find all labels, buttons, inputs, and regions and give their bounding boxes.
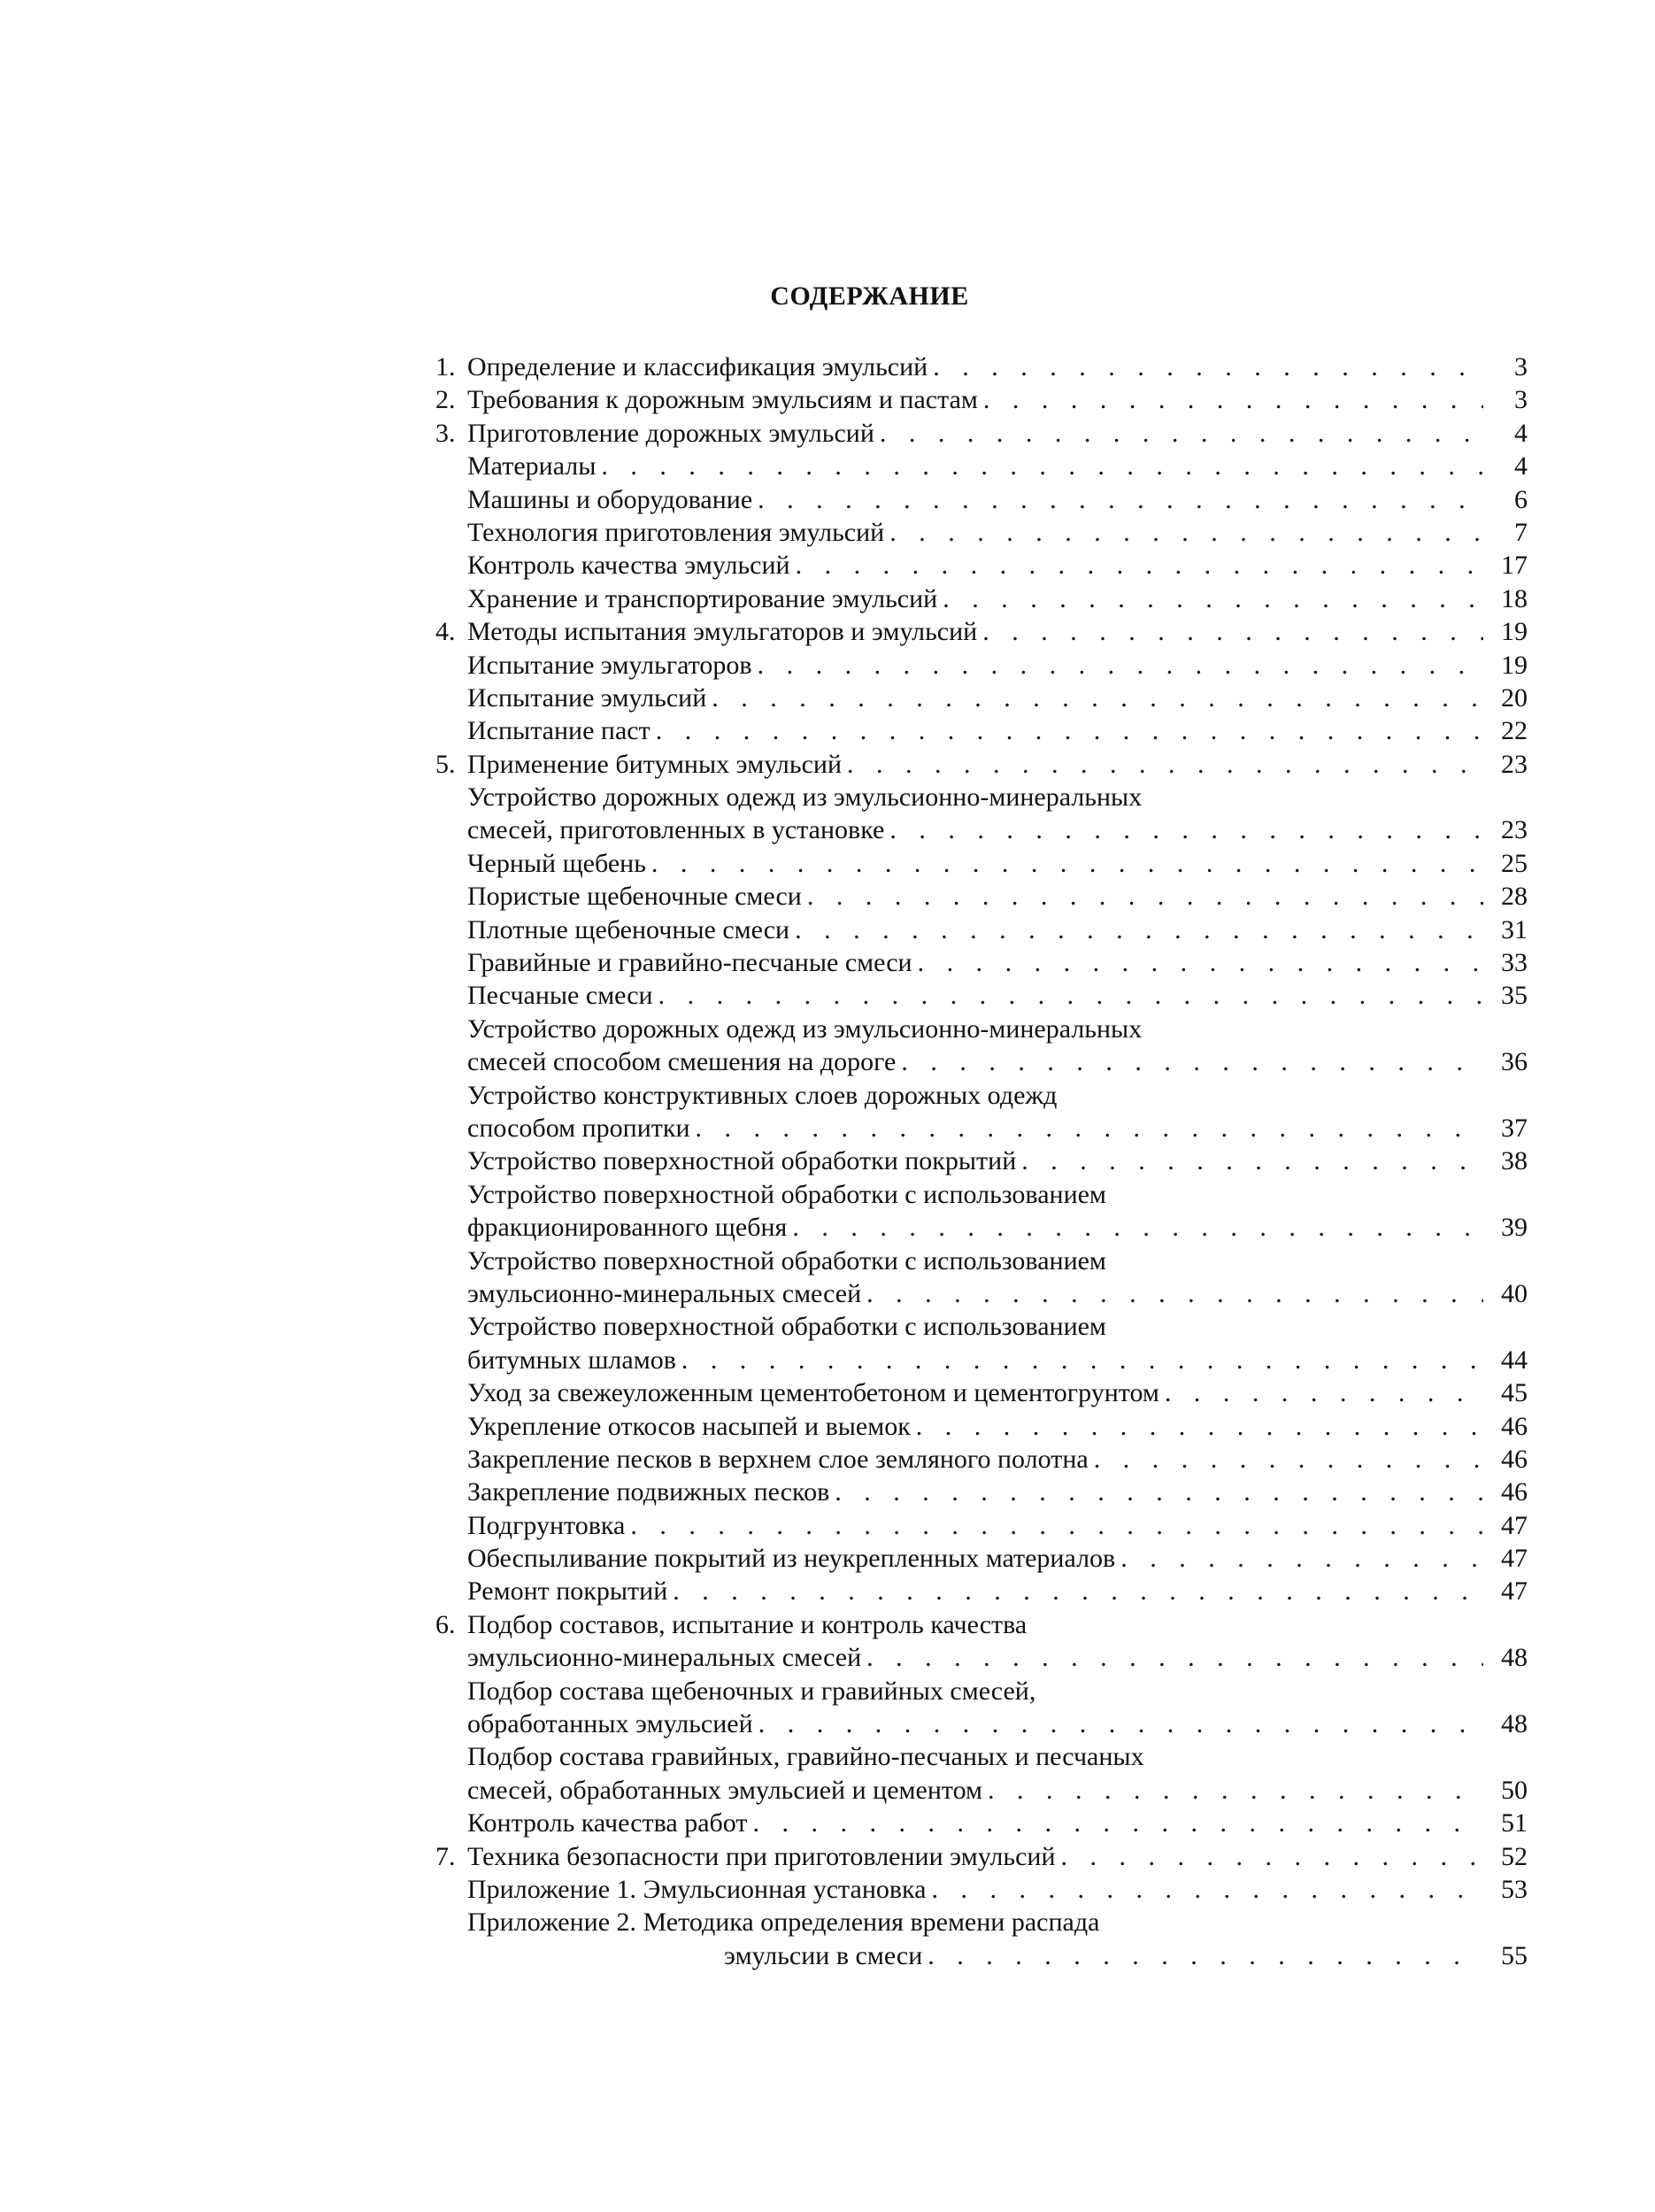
toc-entry-title: Машины и оборудование [467, 484, 753, 514]
toc-entry [435, 781, 1528, 813]
toc-entry-title: смесей, приготовленных в установке [467, 815, 885, 845]
toc-entry [435, 946, 1528, 979]
toc-entry-page: 3 [1514, 352, 1528, 382]
toc-leader-dots [651, 847, 1483, 880]
toc-entry-title: смесей способом смешения на дороге [467, 1047, 897, 1077]
toc-entry [435, 847, 1528, 880]
toc-entry [435, 1443, 1528, 1476]
toc-leader-dots [696, 1112, 1483, 1145]
toc-entry-title: Требования к дорожным эмульсиям и пастам [467, 385, 978, 415]
toc-entry-page: 3 [1514, 385, 1528, 415]
toc-entry-page: 22 [1501, 716, 1528, 746]
toc-entry-title: Определение и классификация эмульсий [467, 352, 928, 382]
toc-leader-dots [983, 383, 1483, 416]
toc-entry-page: 23 [1501, 749, 1528, 779]
toc-entry-title: Подбор составов, испытание и контроль качества [467, 1609, 1028, 1639]
toc-entry-page: 20 [1501, 682, 1528, 713]
toc-entry-page: 19 [1501, 617, 1528, 647]
toc-entry-title: Устройство конструктивных слоев дорожных одежд [467, 1080, 1058, 1110]
toc-entry-page: 6 [1514, 484, 1528, 514]
toc-entry [435, 1045, 1528, 1078]
toc-leader-dots [866, 1277, 1483, 1310]
toc-entry-title: Плотные щебеночные смеси [467, 914, 790, 944]
toc-leader-dots [658, 979, 1483, 1012]
toc-entry [435, 1013, 1528, 1045]
toc-leader-dots [758, 483, 1483, 516]
toc-leader-dots [932, 1873, 1484, 1906]
toc-entry-page: 48 [1501, 1709, 1528, 1739]
toc-entry-title: Подбор состава гравийных, гравийно-песчаных и песчаных [467, 1742, 1144, 1772]
toc-entry-page: 7 [1514, 517, 1528, 547]
toc-entry-page: 52 [1501, 1841, 1528, 1871]
toc-leader-dots [656, 714, 1483, 747]
toc-entry-page: 40 [1501, 1278, 1528, 1308]
toc-entry [435, 979, 1528, 1012]
toc-entry [435, 1410, 1528, 1443]
toc-entry-title: Приложение 1. Эмульсионная установка [467, 1874, 927, 1904]
toc-leader-dots [758, 649, 1483, 682]
toc-leader-dots [795, 913, 1483, 946]
toc-entry-title: Черный щебень [467, 848, 646, 878]
toc-entry [435, 582, 1528, 615]
toc-entry [435, 913, 1528, 946]
toc-entry-page: 18 [1501, 583, 1528, 613]
toc-entry-title: Испытание эмульгаторов [467, 650, 752, 680]
toc-entry-page: 47 [1501, 1544, 1528, 1574]
toc-entry-title: способом пропитки [467, 1113, 690, 1143]
toc-entry [435, 748, 1528, 781]
toc-leader-dots [681, 1344, 1483, 1376]
toc-leader-dots [943, 582, 1483, 615]
toc-entry [435, 1807, 1528, 1839]
toc-entry-title: эмульсионно-минеральных смесей [467, 1643, 862, 1673]
toc-entry-title: Уход за свежеуложенным цементобетоном и цементогрунтом [467, 1378, 1159, 1408]
toc-entry-title: Устройство поверхностной обработки с использованием [467, 1312, 1106, 1342]
toc-entry-number: 6. [435, 1609, 456, 1639]
toc-leader-dots [889, 813, 1483, 846]
toc-entry-number: 2. [435, 385, 456, 415]
toc-entry [435, 880, 1528, 913]
toc-entry-title: Укрепление откосов насыпей и выемок [467, 1411, 911, 1441]
toc-entry [435, 1707, 1528, 1740]
toc-entry-number: 5. [435, 749, 456, 779]
toc-entry [435, 682, 1528, 714]
toc-leader-dots [673, 1575, 1483, 1607]
toc-entry-title: битумных шламов [467, 1345, 676, 1375]
toc-leader-dots [601, 450, 1483, 482]
toc-entry [435, 1641, 1528, 1674]
toc-leader-dots [1120, 1542, 1483, 1575]
toc-entry [435, 1211, 1528, 1244]
toc-entry-page: 35 [1501, 981, 1528, 1011]
page-title: СОДЕРЖАНИЕ [770, 281, 969, 311]
toc-entry-number: 4. [435, 617, 456, 647]
toc-entry [435, 649, 1528, 682]
toc-entry-title: эмульсионно-минеральных смесей [467, 1278, 862, 1308]
toc-entry-page: 46 [1501, 1477, 1528, 1507]
toc-entry-title: Контроль качества эмульсий [467, 551, 790, 581]
toc-leader-dots [835, 1476, 1483, 1508]
toc-entry-title: Испытание эмульсий [467, 682, 707, 713]
toc-entry-title: Устройство дорожных одежд из эмульсионно-минеральных [467, 782, 1143, 813]
toc-entry-page: 25 [1501, 848, 1528, 878]
toc-entry [435, 813, 1528, 846]
toc-leader-dots [807, 880, 1483, 913]
toc-leader-dots [928, 1939, 1483, 1972]
toc-entry-title: Хранение и транспортирование эмульсий [467, 583, 938, 613]
toc-leader-dots [712, 682, 1483, 714]
toc-leader-dots [918, 946, 1483, 979]
toc-leader-dots [847, 748, 1483, 781]
toc-entry [435, 450, 1528, 482]
toc-entry-page: 31 [1501, 914, 1528, 944]
toc-entry-title: Подбор состава щебеночных и гравийных смесей, [467, 1676, 1036, 1706]
toc-entry [435, 1310, 1528, 1343]
toc-leader-dots [1021, 1145, 1483, 1177]
toc-entry-page: 38 [1501, 1146, 1528, 1176]
toc-entry-page: 51 [1501, 1808, 1528, 1838]
toc-entry-title: Контроль качества работ [467, 1808, 748, 1838]
toc-entry [435, 1476, 1528, 1508]
toc-leader-dots [866, 1641, 1483, 1674]
toc-entry-page: 46 [1501, 1444, 1528, 1474]
toc-entry-page: 28 [1501, 882, 1528, 912]
toc-entry [435, 351, 1528, 383]
toc-entry [435, 1675, 1528, 1707]
toc-entry-page: 44 [1501, 1345, 1528, 1375]
toc-entry-page: 23 [1501, 815, 1528, 845]
toc-entry-title: Подгрунтовка [467, 1510, 626, 1540]
toc-entry-title: фракционированного щебня [467, 1213, 788, 1243]
toc-entry [435, 1112, 1528, 1145]
toc-entry-title: Устройство дорожных одежд из эмульсионно-минеральных [467, 1014, 1143, 1044]
toc-entry-title: Устройство поверхностной обработки с использованием [467, 1245, 1106, 1276]
toc-entry [435, 1608, 1528, 1641]
toc-entry [435, 1344, 1528, 1376]
toc-entry-title: Пористые щебеночные смеси [467, 882, 802, 912]
toc-entry [435, 1178, 1528, 1211]
toc-entry [435, 1277, 1528, 1310]
toc-entry-title: Испытание паст [467, 716, 650, 746]
toc-leader-dots [933, 351, 1483, 383]
toc-entry-page: 50 [1501, 1775, 1528, 1805]
toc-entry-page: 53 [1501, 1874, 1528, 1904]
toc-entry [435, 383, 1528, 416]
table-of-contents [435, 351, 1528, 1972]
toc-entry-title: Закрепление песков в верхнем слое земляного полотна [467, 1444, 1089, 1474]
toc-entry-page: 55 [1501, 1940, 1528, 1970]
toc-entry [435, 483, 1528, 516]
toc-entry-title: смесей, обработанных эмульсией и цементом [467, 1775, 982, 1805]
toc-leader-dots [630, 1509, 1483, 1542]
toc-entry-title: Устройство поверхностной обработки покрытий [467, 1146, 1017, 1176]
toc-entry [435, 714, 1528, 747]
toc-leader-dots [792, 1211, 1483, 1244]
toc-entry [435, 549, 1528, 582]
toc-entry-title: Песчаные смеси [467, 981, 653, 1011]
toc-leader-dots [753, 1807, 1484, 1839]
toc-leader-dots [1094, 1443, 1483, 1476]
toc-entry-page: 4 [1514, 418, 1528, 448]
toc-entry-page: 46 [1501, 1411, 1528, 1441]
toc-entry [435, 1873, 1528, 1906]
toc-entry-title: Применение битумных эмульсий [467, 749, 843, 779]
toc-entry-number: 3. [435, 418, 456, 448]
toc-entry [435, 1542, 1528, 1575]
toc-entry-page: 36 [1501, 1047, 1528, 1077]
toc-leader-dots [1165, 1376, 1483, 1409]
toc-entry-page: 39 [1501, 1213, 1528, 1243]
toc-entry-title: Приготовление дорожных эмульсий [467, 418, 874, 448]
toc-entry-page: 47 [1501, 1576, 1528, 1607]
toc-entry [435, 1939, 1528, 1972]
toc-entry [435, 615, 1528, 648]
toc-leader-dots [880, 417, 1483, 450]
toc-entry-page: 4 [1514, 451, 1528, 482]
toc-entry-page: 37 [1501, 1113, 1528, 1143]
toc-leader-dots [982, 615, 1483, 648]
toc-leader-dots [758, 1707, 1483, 1740]
toc-entry [435, 1906, 1528, 1938]
toc-entry [435, 417, 1528, 450]
toc-leader-dots [901, 1045, 1483, 1078]
toc-entry-page: 47 [1501, 1510, 1528, 1540]
toc-leader-dots [1061, 1840, 1483, 1873]
toc-entry-title: Методы испытания эмульгаторов и эмульсий [467, 617, 978, 647]
toc-entry-title: Обеспыливание покрытий из неукрепленных материалов [467, 1544, 1116, 1574]
toc-entry-title: Приложение 2. Методика определения времени распада [467, 1908, 1100, 1938]
toc-entry [435, 1575, 1528, 1607]
toc-entry-number: 7. [435, 1841, 456, 1871]
toc-entry [435, 1079, 1528, 1112]
toc-entry-title: Устройство поверхностной обработки с использованием [467, 1179, 1106, 1209]
toc-leader-dots [889, 516, 1483, 549]
toc-entry [435, 1376, 1528, 1409]
toc-entry-title: Материалы [467, 451, 597, 482]
toc-entry-title: Закрепление подвижных песков [467, 1477, 830, 1507]
toc-entry-page: 19 [1501, 650, 1528, 680]
toc-entry-title: эмульсии в смеси [724, 1940, 923, 1970]
toc-entry-title: Гравийные и гравийно-песчаные смеси [467, 948, 912, 978]
toc-entry-title: обработанных эмульсией [467, 1709, 753, 1739]
toc-entry [435, 516, 1528, 549]
toc-entry-title: Техника безопасности при приготовлении эмульсий [467, 1841, 1056, 1871]
toc-entry [435, 1145, 1528, 1177]
toc-entry-page: 33 [1501, 948, 1528, 978]
toc-entry [435, 1774, 1528, 1807]
toc-entry [435, 1509, 1528, 1542]
toc-entry [435, 1245, 1528, 1277]
toc-leader-dots [988, 1774, 1483, 1807]
toc-entry-page: 17 [1501, 551, 1528, 581]
toc-entry-number: 1. [435, 352, 456, 382]
toc-leader-dots [916, 1410, 1483, 1443]
toc-entry-page: 45 [1501, 1378, 1528, 1408]
toc-entry-title: Ремонт покрытий [467, 1576, 668, 1607]
toc-entry [435, 1840, 1528, 1873]
toc-entry-title: Технология приготовления эмульсий [467, 517, 885, 547]
toc-entry [435, 1740, 1528, 1773]
toc-entry-page: 48 [1501, 1643, 1528, 1673]
toc-leader-dots [796, 549, 1483, 582]
